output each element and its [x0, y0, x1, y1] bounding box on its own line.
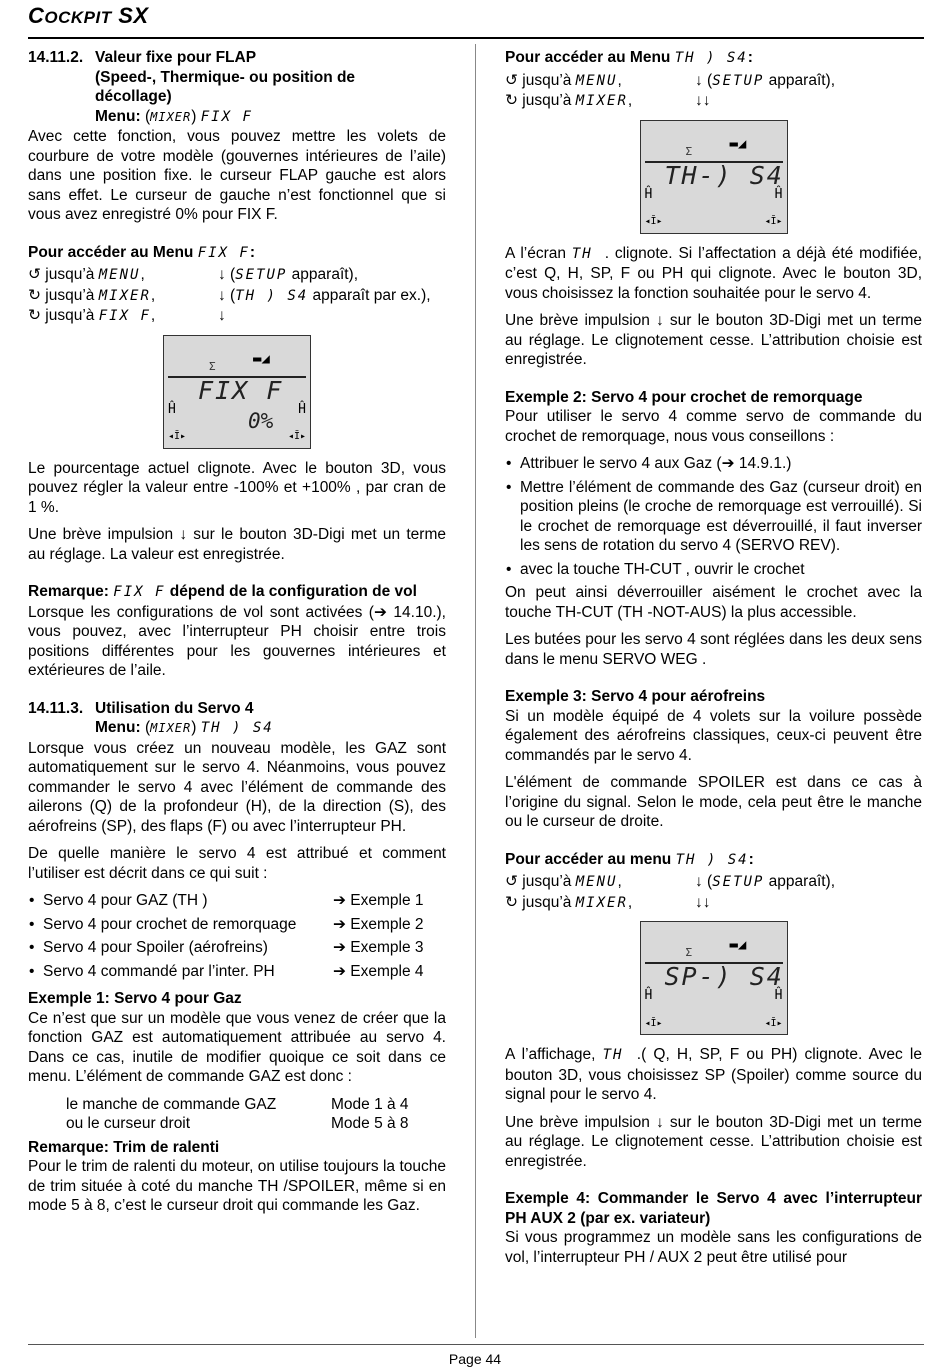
- trim-icon: ◂Ī▸: [168, 431, 187, 442]
- lcd-text: TH-) S4: [664, 160, 784, 190]
- paragraph: Une brève impulsion ↓ sur le bouton 3D-Digi met un terme au réglage. La valeur est enregistrée.: [28, 526, 446, 563]
- list-item: • Servo 4 pour crochet de remorquage ➔ Exemple 2: [28, 915, 446, 935]
- paragraph: Lorsque les configurations de vol sont activées (➔ 14.10.), vous pouvez, avec l’interrupteur PH choisir entre trois positions différentes pour les gouvernes intérieures et extérieures de l’aile.: [28, 603, 446, 679]
- paragraph: Le pourcentage actuel clignote. Avec le bouton 3D, vous pouvez régler la valeur entre -100% et +100% , par cran de 1 %.: [28, 459, 446, 516]
- right-column: [505, 48, 922, 1275]
- nav-step: ↻ jusqu’à MIXER, ↓↓: [505, 893, 711, 911]
- left-column: [28, 48, 446, 1224]
- trim-icon: Ĥ: [774, 988, 783, 1003]
- trim-icon: ◂Ī▸: [644, 1017, 663, 1029]
- arrow-down-icon: ↓: [656, 312, 664, 329]
- lcd-display-sp-s4: [640, 921, 788, 1035]
- sigma-icon: Σ: [685, 946, 693, 959]
- trim-icon: Ĥ: [298, 401, 306, 417]
- plane-icon: ▬◢: [253, 350, 270, 367]
- lcd-display-th-s4: [640, 120, 788, 234]
- nav-steps: [505, 872, 922, 913]
- list-item: • Attribuer le servo 4 aux Gaz (➔ 14.9.1.): [505, 454, 922, 474]
- trim-icon: Ĥ: [644, 988, 653, 1003]
- example-4-heading: Exemple 4: Commander le Servo 4 avec l’interrupteur PH AUX 2 (par ex. variateur): [505, 1190, 922, 1227]
- access-heading: Pour accéder au Menu FIX F:: [28, 243, 256, 261]
- arrow-down-icon: ↓: [179, 526, 188, 543]
- paragraph: Ce n’est que sur un modèle que vous venez de créer que la fonction GAZ est automatiquement attribuée au servo 4. Dans ce cas, inutile de modifier quoique ce soit dans ce menu. L’élément de commande GAZ est donc :: [28, 1009, 446, 1085]
- plane-icon: ▬◢: [729, 135, 747, 152]
- nav-step: ↻ jusqu’à FIX F, ↓: [28, 307, 226, 324]
- menu-path: Menu: (MIXER) FIX F: [95, 107, 253, 125]
- trim-icon: ◂Ī▸: [764, 1017, 783, 1029]
- list-item: • avec la touche TH-CUT , ouvrir le crochet: [505, 560, 922, 580]
- list-item: • Servo 4 pour GAZ (TH ) ➔ Exemple 1: [28, 891, 446, 911]
- section-14-11-3-heading: 14.11.3. Utilisation du Servo 4 Menu: (MIXER) TH ) S4: [28, 699, 446, 739]
- lcd-display-fix-f: [163, 335, 311, 449]
- access-heading: Pour accéder au Menu TH ) S4:: [505, 49, 753, 66]
- plane-icon: ▬◢: [729, 937, 747, 953]
- paragraph: Lorsque vous créez un nouveau modèle, les GAZ sont automatiquement sur le servo 4. Néanmoins, vous pouvez commander le servo 4 avec l’élément de commande des ailerons (Q) de la profondeur (H), de la direction (S), des aérofreins (SP), des flaps (F) ou avec l’interrupteur PH.: [28, 739, 446, 835]
- trim-icon: ◂Ī▸: [644, 216, 663, 227]
- trim-icon: Ĥ: [774, 186, 783, 202]
- paragraph: Avec cette fonction, vous pouvez mettre les volets de courbure de votre modèle (gouvernes intérieures de l’aile) dans une position fixe. le curseur FLAP gauche est alors sans effet. Le curseur de gauche n’est fonctionnel que si vous avez enregistré 0% pour FIX F.: [28, 128, 446, 223]
- example-2-heading: Exemple 2: Servo 4 pour crochet de remorquage: [505, 388, 863, 406]
- nav-step: ↺ jusqu’à MENU, ↓ (SETUP apparaît),: [505, 71, 836, 89]
- bullet-list: [505, 454, 922, 579]
- sigma-icon: Σ: [685, 144, 693, 158]
- note-heading: Remarque: FIX F dépend de la configuration de vol: [28, 583, 417, 600]
- lcd-value: 0%: [248, 408, 274, 433]
- nav-steps: [505, 71, 922, 112]
- lcd-text: FIX F: [198, 375, 284, 405]
- sigma-icon: Σ: [209, 359, 216, 373]
- table-row: le manche de commande GAZ Mode 1 à 4: [66, 1095, 409, 1113]
- section-14-11-2-heading: 14.11.2. Valeur fixe pour FLAP (Speed-, Thermique- ou position de décollage) Menu: (MIXER) FIX F: [28, 48, 446, 127]
- paragraph: A l’écran TH . clignote. Si l’affectation a déjà été modifiée, c’est Q, H, SP, F ou PH qui clignote. Avec le bouton 3D, vous choisissez la fonction souhaitée pour le servo 4.: [505, 244, 922, 302]
- note-heading: Remarque: Trim de ralenti: [28, 1138, 220, 1156]
- arrow-down-icon: ↓: [656, 1113, 664, 1131]
- header-title: COCKPIT SX: [28, 3, 149, 28]
- paragraph: Une brève impulsion ↓ sur le bouton 3D-Digi met un terme au réglage. Le clignotement cesse. L’attribution choisie est enregistrée.: [505, 312, 922, 368]
- trim-icon: ◂Ī▸: [287, 431, 306, 442]
- trim-icon: Ĥ: [168, 401, 176, 417]
- paragraph: Si vous programmez un modèle sans les configurations de vol, l’interrupteur PH / AUX 2 peut être utilisé pour: [505, 1229, 922, 1266]
- list-item: • Servo 4 pour Spoiler (aérofreins) ➔ Exemple 3: [28, 938, 446, 958]
- gaz-table: [28, 1095, 446, 1134]
- paragraph: A l’affichage, TH .( Q, H, SP, F ou PH) clignote. Avec le bouton 3D, vous choisissez SP (Spoiler) comme source du signal pour le servo 4.: [505, 1046, 922, 1103]
- paragraph: Une brève impulsion ↓ sur le bouton 3D-Digi met un terme au réglage. Le clignotement cesse. L’attribution choisie est enregistrée.: [505, 1113, 922, 1170]
- trim-icon: ◂Ī▸: [764, 216, 783, 227]
- menu-path: Menu: (MIXER) TH ) S4: [95, 719, 274, 736]
- nav-step: ↻ jusqu’à MIXER, ↓ (TH ) S4 apparaît par ex.),: [28, 286, 431, 304]
- example-3-heading: Exemple 3: Servo 4 pour aérofreins: [505, 688, 766, 705]
- list-item: • Mettre l’élément de commande des Gaz (curseur droit) en position pleins (le croche de remorquage est verrouillé). Si le crochet de remorquage est déverrouillé, il faut inverser les sens de rotation du servo 4 (SERVO REV).: [505, 478, 922, 556]
- page-number: Page 44: [448, 1351, 502, 1367]
- list-item: • Servo 4 commandé par l’inter. PH ➔ Exemple 4: [28, 962, 446, 982]
- nav-step: ↺ jusqu’à MENU, ↓ (SETUP apparaît),: [505, 873, 836, 890]
- nav-steps: [28, 265, 446, 327]
- paragraph: Pour utiliser le servo 4 comme servo de commande du crochet de remorquage, nous vous conseillons :: [505, 408, 922, 445]
- nav-step: ↺ jusqu’à MENU, ↓ (SETUP apparaît),: [28, 266, 359, 283]
- paragraph: Si un modèle équipé de 4 volets sur la voilure possède également des aérofreins classiques, ceux-ci peuvent être commandés par le servo 4.: [505, 707, 922, 764]
- paragraph: Les butées pour les servo 4 sont réglées dans les deux sens dans le menu SERVO WEG .: [505, 631, 922, 668]
- lcd-text: SP-) S4: [664, 962, 784, 991]
- paragraph: De quelle manière le servo 4 est attribué et comment l’utiliser est décrit dans ce qui suit :: [28, 845, 446, 882]
- table-row: ou le curseur droit Mode 5 à 8: [66, 1115, 409, 1132]
- access-heading: Pour accéder au menu TH ) S4:: [505, 850, 754, 868]
- example-1-heading: Exemple 1: Servo 4 pour Gaz: [28, 990, 242, 1007]
- footer-rule: [28, 1344, 924, 1345]
- nav-step: ↻ jusqu’à MIXER, ↓↓: [505, 92, 711, 109]
- column-divider: [475, 44, 476, 1338]
- paragraph: L'élément de commande SPOILER est dans ce cas à l’origine du signal. Selon le mode, cela peut être le manche ou le curseur de droite.: [505, 774, 922, 830]
- paragraph: Pour le trim de ralenti du moteur, on utilise toujours la touche de trim située à coté du manche TH /SPOILER, même si en mode 5 à 8, c’est le curseur droit qui commande les Gaz.: [28, 1158, 446, 1214]
- servo-list: [28, 891, 446, 981]
- trim-icon: Ĥ: [644, 186, 653, 202]
- header-rule: [28, 37, 924, 39]
- paragraph: On peut ainsi déverrouiller aisément le crochet avec la touche TH-CUT (TH -NOT-AUS) la plus accessible.: [505, 584, 922, 621]
